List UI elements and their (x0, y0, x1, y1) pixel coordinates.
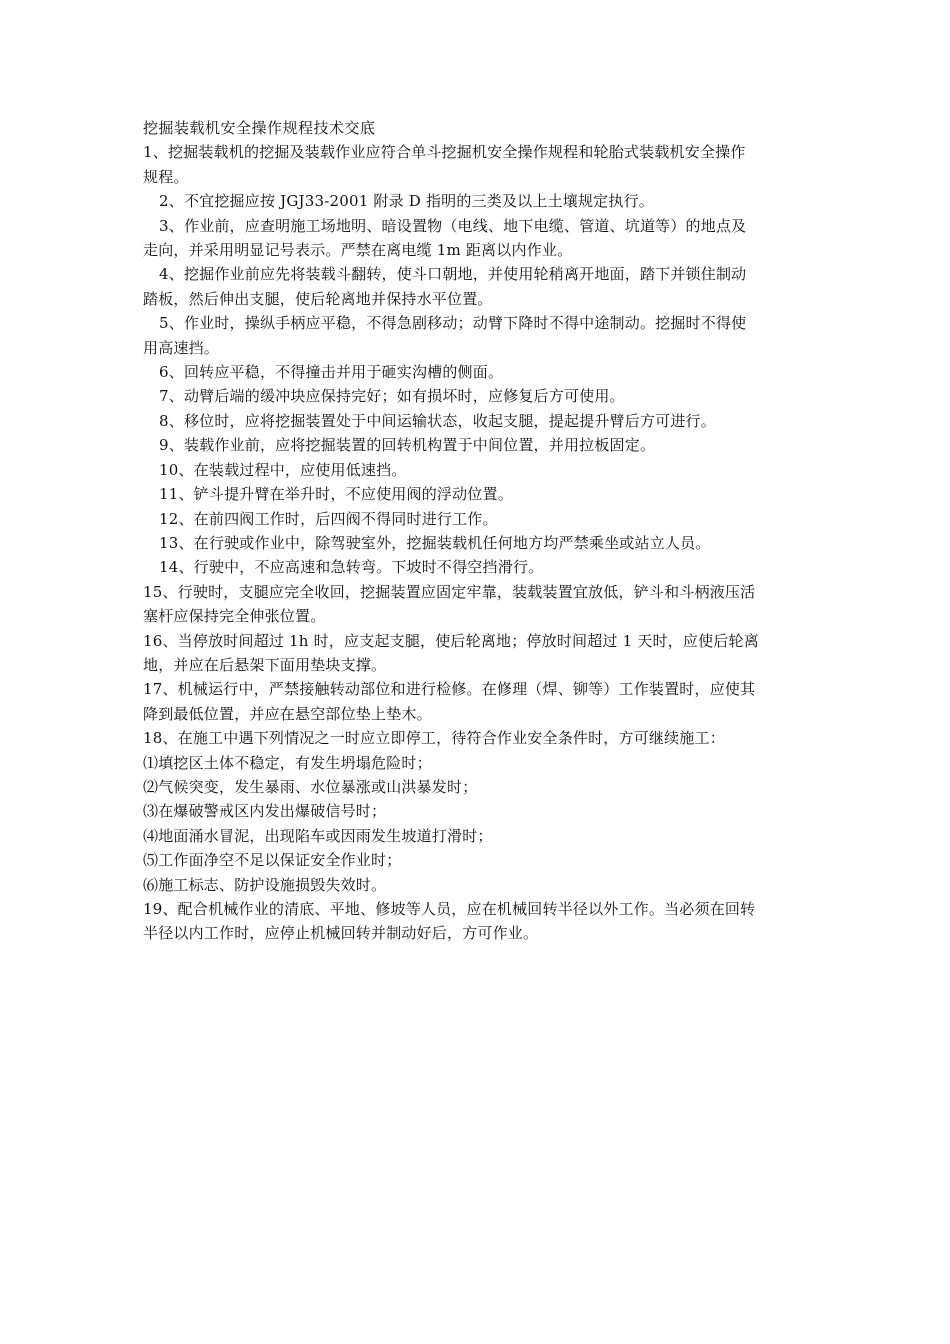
text-line: ⑷地面涌水冒泥，出现陷车或因雨发生坡道打滑时； (143, 826, 493, 845)
text-line: 17、机械运行中，严禁接触转动部位和进行检修。在修理（焊、铆等）工作装置时，应使其 (143, 680, 756, 699)
text-line: 11、铲斗提升臂在举升时，不应使用阀的浮动位置。 (159, 485, 513, 504)
text-line: 2、不宜挖掘应按 JGJ33-2001 附录 D 指明的三类及以上土壤规定执行。 (159, 192, 654, 211)
text-line: ⑶在爆破警戒区内发出爆破信号时； (143, 802, 387, 821)
text-line: 踏板，然后伸出支腿，使后轮离地并保持水平位置。 (143, 289, 493, 308)
text-line: 15、行驶时，支腿应完全收回，挖掘装置应固定牢靠，装载装置宜放低，铲斗和斗柄液压活 (143, 582, 756, 601)
text-line: ⑸工作面净空不足以保证安全作业时； (143, 851, 402, 870)
document-title: 挖掘装载机安全操作规程技术交底 (143, 119, 376, 137)
text-line: 走向，并采用明显记号表示。严禁在离电缆 1m 距离以内作业。 (143, 241, 573, 260)
text-line: 3、作业前，应查明施工场地明、暗设置物（电线、地下电缆、管道、坑道等）的地点及 (159, 216, 747, 235)
text-line: 1、挖掘装载机的挖掘及装载作业应符合单斗挖掘机安全操作规程和轮胎式装载机安全操作 (143, 143, 746, 162)
text-line: 7、动臂后端的缓冲块应保持完好；如有损坏时，应修复后方可使用。 (159, 387, 625, 406)
text-line: 规程。 (143, 167, 189, 186)
text-line: 降到最低位置，并应在悬空部位垫上垫木。 (143, 704, 432, 723)
text-line: 5、作业时，操纵手柄应平稳，不得急剧移动；动臂下降时不得中途制动。挖掘时不得使 (159, 314, 747, 333)
text-line: 10、在装载过程中，应使用低速挡。 (159, 460, 407, 479)
text-line: 19、配合机械作业的清底、平地、修坡等人员，应在机械回转半径以外工作。当必须在回转 (143, 900, 756, 918)
text-line: 9、装载作业前，应将挖掘装置的回转机构置于中间位置，并用拉板固定。 (159, 436, 656, 455)
text-line: 8、移位时，应将挖掘装置处于中间运输状态，收起支腿，提起提升臂后方可进行。 (159, 411, 716, 430)
text-line: 用高速挡。 (143, 338, 220, 357)
text-line: 6、回转应平稳，不得撞击并用于砸实沟槽的侧面。 (159, 363, 504, 382)
text-line: 半径以内工作时，应停止机械回转并制动好后，方可作业。 (143, 924, 539, 943)
text-line: 4、挖掘作业前应先将装载斗翻转，使斗口朝地，并使用轮稍离开地面，踏下并锁住制动 (159, 265, 747, 284)
text-line: ⑵气候突变，发生暴雨、水位暴涨或山洪暴发时； (143, 777, 478, 796)
text-line: ⑹施工标志、防护设施损毁失效时。 (143, 875, 387, 894)
text-line: 14、行驶中，不应高速和急转弯。下坡时不得空挡滑行。 (159, 558, 544, 577)
text-line: 18、在施工中遇下列情况之一时应立即停工，待符合作业安全条件时，方可继续施工： (143, 729, 725, 748)
document-page (143, 116, 811, 946)
text-line: 地，并应在后悬架下面用垫块支撑。 (143, 655, 387, 674)
text-line: 13、在行驶或作业中，除驾驶室外，挖掘装载机任何地方均严禁乘坐或站立人员。 (159, 533, 711, 552)
text-line: 塞杆应保持完全伸张位置。 (143, 607, 326, 626)
text-line: ⑴填挖区土体不稳定，有发生坍塌危险时； (143, 753, 432, 772)
text-line: 16、当停放时间超过 1h 时，应支起支腿，使后轮离地；停放时间超过 1 天时，应使后轮离 (143, 631, 759, 650)
text-line: 12、在前四阀工作时，后四阀不得同时进行工作。 (159, 509, 498, 528)
